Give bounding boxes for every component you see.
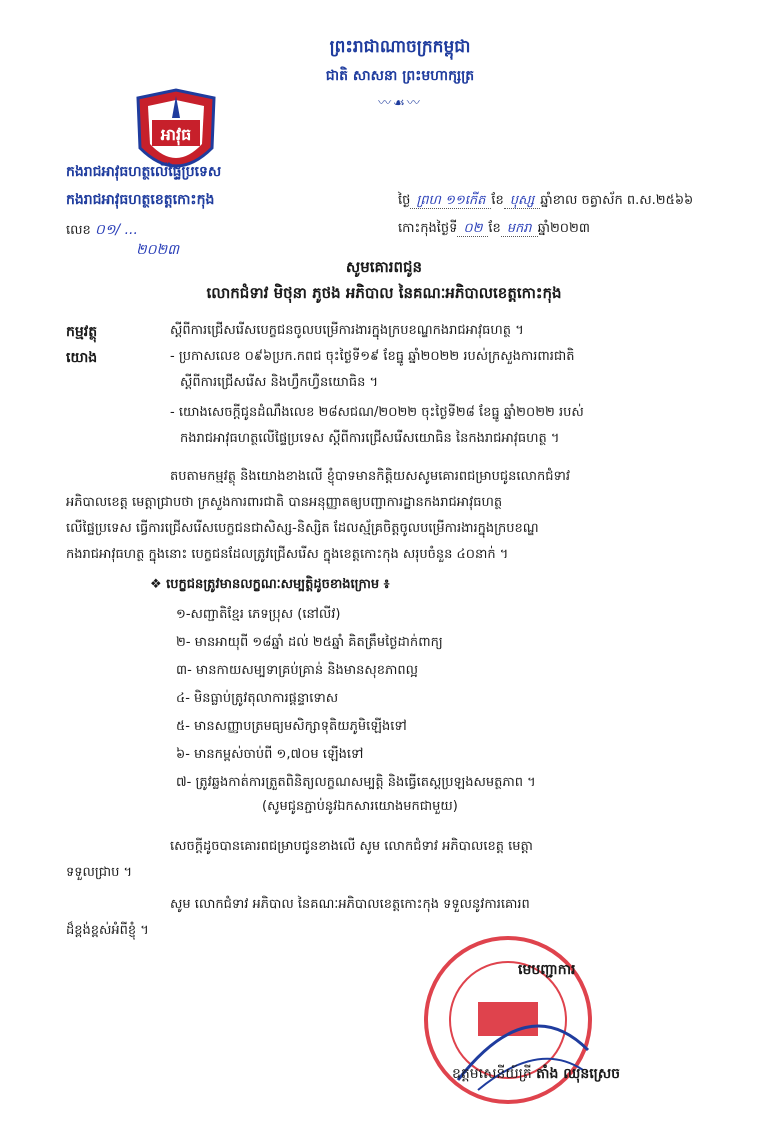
ref-handwritten: ០១/ ...	[94, 222, 138, 238]
solar-prefix: កោះកុងថ្ងៃទី	[398, 221, 458, 236]
solar-month-hand: មករា	[501, 221, 538, 237]
body-paragraph-2: ទទួលជ្រាប ។	[66, 865, 133, 880]
reference-item-1: - ប្រកាសលេខ ០៩៦ប្រក.កពជ ចុះថ្ងៃទី១៩ ខែធ្នូ ឆ្នាំ២០២២ របស់ក្រសួងការពារជាតិ	[170, 349, 575, 364]
ref-year-handwritten: ២០២៣	[136, 242, 180, 258]
solar-month-prefix: ខែ	[488, 221, 501, 236]
solar-day-hand: ០២	[457, 221, 488, 237]
reference-item-2: - យោងសេចក្តីជូនដំណឹងលេខ ២៨សជណ/២០២២ ចុះថ្ងៃទី២៨ ខែធ្នូ ឆ្នាំ២០២២ របស់	[170, 405, 584, 420]
national-motto: ជាតិ សាសនា ព្រះមហាក្សត្រ	[325, 68, 475, 84]
lunar-month-hand: បុស្ស	[504, 193, 541, 209]
ref-prefix: លេខ	[66, 223, 91, 238]
criteria-note: (សូមជូនភ្ជាប់នូវឯកសារយោងមកជាមួយ)	[262, 799, 458, 814]
criteria-item: ២- មានអាយុពី ១៨ឆ្នាំ ដល់ ២៥ឆ្នាំ គិតត្រឹមថ្ងៃដាក់ពាក្យ	[176, 635, 443, 650]
criteria-item: ៤- មិនធ្លាប់ត្រូវតុលាការផ្តន្ទាទោស	[176, 691, 339, 706]
criteria-heading: ❖ បេក្ខជនត្រូវមានលក្ខណៈសម្បត្តិដូចខាងក្រោម ៖	[150, 577, 390, 592]
kingdom-title: ព្រះរាជាណាចក្រកម្ពុជា	[329, 37, 471, 57]
reference-item-2-cont: កងរាជអាវុធហត្ថលើផ្ទៃប្រទេស ស្តីពីការជ្រើសរើសយោធិន នៃកងរាជអាវុធហត្ថ ។	[180, 431, 560, 446]
subject-text: ស្តីពីការជ្រើសរើសបេក្ខជនចូលបម្រើការងារក្នុងក្របខណ្ឌកងរាជអាវុធហត្ថ ។	[170, 323, 524, 338]
solar-suffix: ឆ្នាំ២០២៣	[537, 221, 590, 236]
body-paragraph-1: កងរាជអាវុធហត្ថ ក្នុងនោះ បេក្ខជនដែលត្រូវជ្រើសរើស ក្នុងខេត្តកោះកុង សរុបចំនួន ៤០នាក់ ។	[66, 547, 509, 562]
lunar-day-hand: ព្រហ ១១កើត	[410, 193, 491, 209]
reference-number	[66, 220, 138, 241]
signatory-name	[452, 1064, 620, 1085]
criteria-item: ៧- ត្រូវឆ្លងកាត់ការត្រួតពិនិត្យលក្ខណសម្បត្តិ និងធ្វើតេស្តប្រឡងសមត្ថភាព ។	[176, 775, 536, 790]
lunar-month-prefix: ខែ	[491, 193, 504, 208]
criteria-item: ៣- មានកាយសម្បទាគ្រប់គ្រាន់ និងមានសុខភាពល្អ	[176, 663, 418, 678]
svg-text:អាវុធ: អាវុធ	[160, 125, 192, 144]
solar-date	[398, 220, 590, 239]
body-paragraph-2: សេចក្តីដូចបានគោរពជម្រាបជូនខាងលើ សូម លោកជំទាវ អភិបាលខេត្ត មេត្តា	[170, 839, 533, 854]
body-paragraph-1: លើផ្ទៃប្រទេស ធ្វើការជ្រើសរើសបេក្ខជនជាសិស្ស-និស្សិត ដែលស្ម័គ្រចិត្តចូលបម្រើការងារក្នុងក្របខណ្ឌ	[66, 521, 539, 536]
decorative-ornament: 〰☙〰	[378, 96, 422, 111]
lunar-prefix: ថ្ងៃ	[398, 193, 411, 208]
salutation: សូមគោរពជូន	[345, 258, 423, 276]
lunar-suffix: ឆ្នាំខាល ចត្វាស័ក ព.ស.២៥៦៦	[540, 193, 694, 208]
signatory-rank: ឧត្តមសេនីយ៍ត្រី	[452, 1066, 532, 1082]
signatory-title: មេបញ្ជាការ	[518, 962, 576, 978]
criteria-item: ១-សញ្ជាតិខ្មែរ ភេទប្រុស (នៅលីវ)	[176, 607, 341, 622]
reference-item-1-cont: ស្តីពីការជ្រើសរើស និងហ្វឹកហ្វឺនយោធិន ។	[180, 375, 379, 390]
body-paragraph-1: អភិបាលខេត្ត មេត្តាជ្រាបថា ក្រសួងការពារជាតិ បានអនុញ្ញាតឲ្យបញ្ជាការដ្ឋានកងរាជអាវុធហត្ថ	[66, 495, 503, 510]
subject-label: កម្មវត្ថុ	[66, 324, 98, 340]
department-provincial: កងរាជអាវុធហត្ថខេត្តកោះកុង	[66, 192, 215, 208]
department-national: កងរាជអាវុធហត្ថលើផ្ទៃប្រទេស	[66, 164, 222, 180]
criteria-item: ៦- មានកម្ពស់ចាប់ពី ១,៧០ម ឡើងទៅ	[176, 747, 364, 762]
lunar-date	[398, 192, 693, 211]
signatory-fullname: តាំង ឈុនស្រេច	[536, 1066, 621, 1082]
criteria-item: ៥- មានសញ្ញាបត្រមធ្យមសិក្សាទុតិយភូមិឡើងទៅ	[176, 719, 407, 734]
body-paragraph-3: សូម លោកជំទាវ អភិបាល នៃគណៈអភិបាលខេត្តកោះកុង ទទួលនូវការគោរព	[170, 897, 530, 912]
reference-label: យោង	[66, 350, 98, 366]
recipient: លោកជំទាវ មិថុនា ភូថង អភិបាល នៃគណៈអភិបាលខេត្តកោះកុង	[206, 284, 562, 302]
body-paragraph-3: ដ៏ខ្ពង់ខ្ពស់អំពីខ្ញុំ ។	[66, 923, 149, 938]
body-paragraph-1: តបតាមកម្មវត្ថុ និងយោងខាងលើ ខ្ញុំបាទមានកិត្តិយសសូមគោរពជម្រាបជូនលោកជំទាវ	[170, 469, 570, 484]
